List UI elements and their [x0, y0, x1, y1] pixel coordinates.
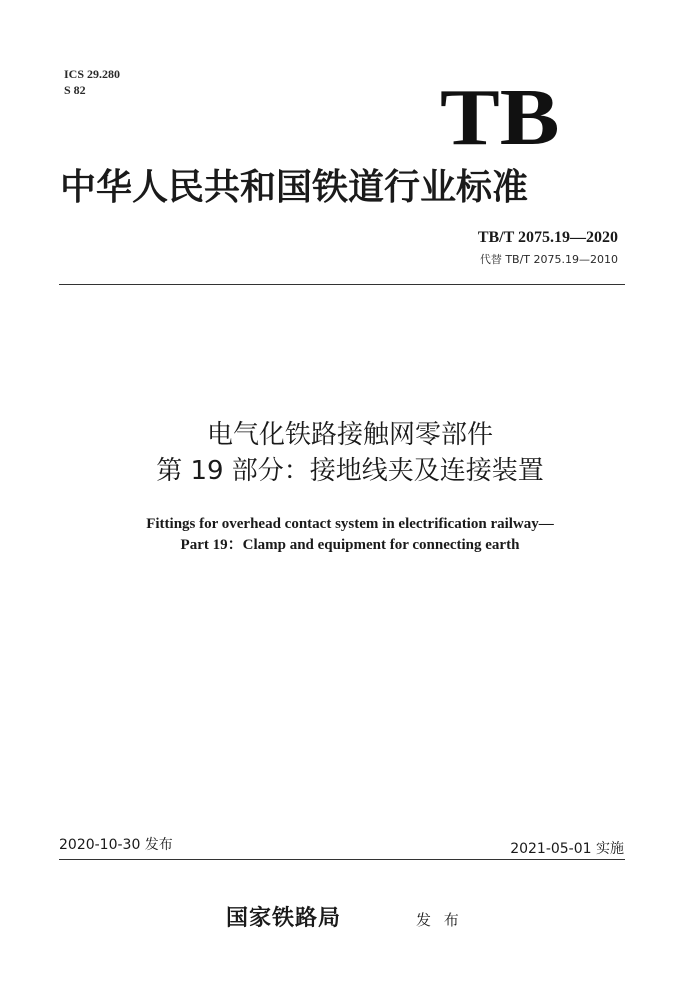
top-divider — [59, 284, 625, 285]
standard-number: TB/T 2075.19—2020 — [477, 229, 618, 246]
replaces-standard: 代替 TB/T 2075.19—2010 — [479, 253, 618, 266]
tb-logo: TB — [440, 74, 560, 162]
chinese-title-line2: 第 19 部分：接地线夹及连接装置 — [156, 456, 544, 486]
classification-codes — [64, 66, 120, 98]
chinese-title — [0, 417, 700, 489]
ccs-code: S 82 — [64, 83, 86, 97]
chinese-title-line1: 电气化铁路接触网零部件 — [206, 420, 493, 450]
issuing-authority: 国家铁路局 — [226, 905, 342, 931]
english-title-line2: Part 19：Clamp and equipment for connecting earth — [180, 537, 520, 553]
issuing-action: 发 布 — [416, 911, 463, 929]
implementation-date: 2021-05-01 实施 — [510, 841, 624, 857]
english-title-line1: Fittings for overhead contact system in electrification railway— — [146, 516, 554, 532]
organization-title: 中华人民共和国铁道行业标准 — [60, 166, 529, 208]
bottom-divider — [59, 859, 625, 860]
english-title — [0, 514, 700, 556]
ics-code: ICS 29.280 — [64, 67, 121, 81]
issue-date: 2020-10-30 发布 — [59, 837, 173, 853]
